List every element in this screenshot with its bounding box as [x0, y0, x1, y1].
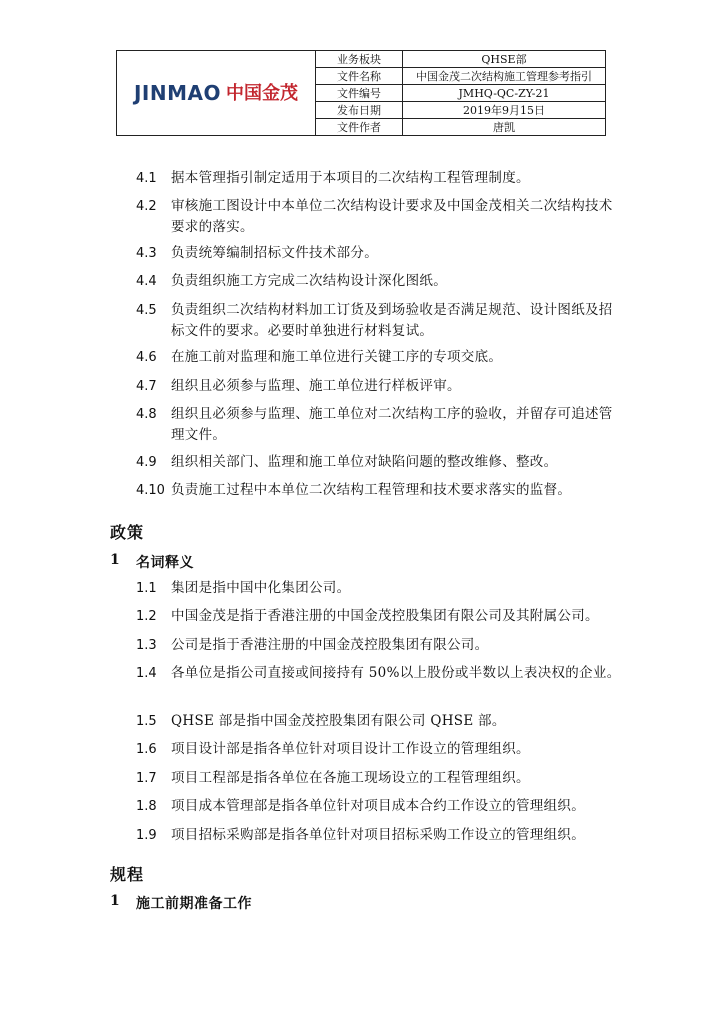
header-label: 发布日期 [316, 102, 403, 119]
item-number: 4.8 [136, 407, 157, 422]
subsection-text: 施工前期准备工作 [136, 896, 252, 912]
item-text: 组织且必须参与监理、施工单位对二次结构工序的验收，并留存可追述管理文件。 [171, 406, 613, 443]
subsection-text: 名词释义 [136, 555, 194, 571]
subsection-number: 1 [110, 552, 120, 568]
item-text: 项目工程部是指各单位在各施工现场设立的工程管理组织。 [171, 770, 530, 786]
header-value: 2019年9月15日 [403, 102, 606, 119]
section-heading-policy: 政策 [110, 523, 145, 542]
jinmao-logo [117, 80, 315, 105]
item-text: 各单位是指公司直接或间接持有 50%以上股份或半数以上表决权的企业。 [171, 665, 621, 681]
item-text: 项目招标采购部是指各单位针对项目招标采购工作设立的管理组织。 [171, 827, 585, 843]
item-number: 1.5 [136, 714, 157, 729]
header-label: 业务板块 [316, 51, 403, 68]
item-number: 4.5 [136, 303, 157, 318]
item-text: 集团是指中国中化集团公司。 [171, 580, 351, 596]
item-text: 负责施工过程中本单位二次结构工程管理和技术要求落实的监督。 [171, 482, 572, 498]
header-label: 文件作者 [316, 119, 403, 136]
item-text: 中国金茂是指于香港注册的中国金茂控股集团有限公司及其附属公司。 [171, 608, 599, 624]
item-number: 1.9 [136, 828, 157, 843]
item-number: 4.10 [136, 483, 165, 498]
item-text: 组织且必须参与监理、施工单位进行样板评审。 [171, 378, 461, 394]
item-number: 4.1 [136, 171, 157, 186]
item-number: 1.7 [136, 771, 157, 786]
item-number: 1.1 [136, 581, 157, 596]
item-text: 据本管理指引制定适用于本项目的二次结构工程管理制度。 [171, 170, 530, 186]
item-number: 4.7 [136, 379, 157, 394]
item-number: 4.3 [136, 246, 157, 261]
item-number: 1.4 [136, 666, 157, 681]
item-text: 在施工前对监理和施工单位进行关键工序的专项交底。 [171, 349, 503, 365]
section-heading-procedure: 规程 [110, 865, 145, 884]
header-value: JMHQ-QC-ZY-21 [403, 85, 606, 102]
item-number: 4.4 [136, 274, 157, 289]
item-number: 1.3 [136, 638, 157, 653]
item-number: 4.6 [136, 350, 157, 365]
document-header-table [116, 50, 606, 136]
item-text: 组织相关部门、监理和施工单位对缺陷问题的整改维修、整改。 [171, 454, 558, 470]
logo-cell [117, 51, 316, 136]
item-text: 负责统筹编制招标文件技术部分。 [171, 245, 378, 261]
item-number: 1.6 [136, 742, 157, 757]
item-number: 4.9 [136, 455, 157, 470]
subsection-number: 1 [110, 893, 120, 909]
item-text: 公司是指于香港注册的中国金茂控股集团有限公司。 [171, 637, 489, 653]
header-label: 文件名称 [316, 68, 403, 85]
item-number: 1.2 [136, 609, 157, 624]
item-number: 1.8 [136, 799, 157, 814]
logo-text-en: JINMAO [133, 80, 221, 105]
item-text: 负责组织施工方完成二次结构设计深化图纸。 [171, 273, 447, 289]
item-number: 4.2 [136, 199, 157, 214]
header-value: 中国金茂二次结构施工管理参考指引 [403, 68, 606, 85]
header-value: 唐凯 [403, 119, 606, 136]
item-text: 负责组织二次结构材料加工订货及到场验收是否满足规范、设计图纸及招标文件的要求。必要时单独进行材料复试。 [171, 302, 613, 339]
item-text: 项目设计部是指各单位针对项目设计工作设立的管理组织。 [171, 741, 530, 757]
header-value: QHSE部 [403, 51, 606, 68]
logo-text-cn: 中国金茂 [226, 82, 298, 104]
item-text: 项目成本管理部是指各单位针对项目成本合约工作设立的管理组织。 [171, 798, 585, 814]
item-text: 审核施工图设计中本单位二次结构设计要求及中国金茂相关二次结构技术要求的落实。 [171, 198, 613, 235]
item-text: QHSE 部是指中国金茂控股集团有限公司 QHSE 部。 [171, 713, 506, 729]
header-label: 文件编号 [316, 85, 403, 102]
